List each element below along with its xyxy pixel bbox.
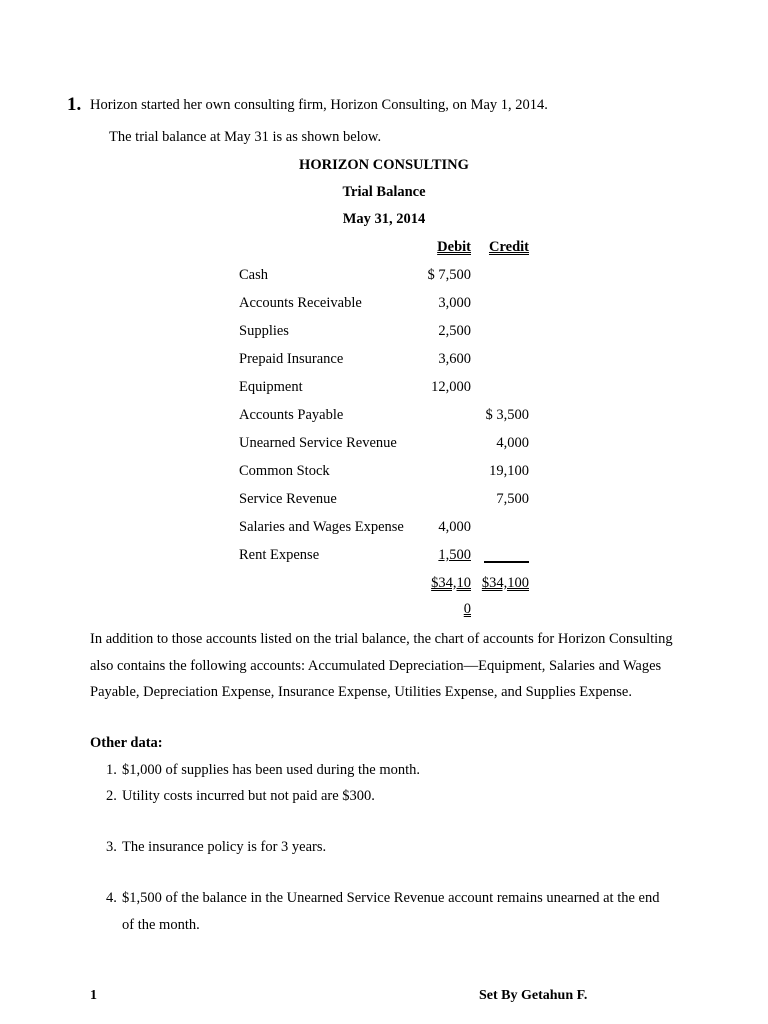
account-name: Common Stock [239,463,330,479]
credit-amount: 4,000 [496,435,529,451]
debit-amount: $ 7,500 [427,267,471,283]
item-text: Utility costs incurred but not paid are $300. [122,788,375,804]
intro-text: The trial balance at May 31 is as shown below. [109,129,382,145]
footer-author: Set By Getahun F. [479,988,588,1003]
debit-total: $34,10 [431,575,471,591]
other-data-item [106,757,666,784]
debit-amount: 3,600 [438,351,471,367]
account-name: Accounts Payable [239,407,344,423]
account-name: Service Revenue [239,491,337,507]
item-text: $1,000 of supplies has been used during the month. [122,762,421,778]
account-name: Unearned Service Revenue [239,435,397,451]
chart-of-accounts-paragraph: In addition to those accounts listed on the trial balance, the chart of accounts for Horizon Consulting also contains the following accounts: Accumulated Depreciation—Equipment, Salaries and Wages Payable, Depreciation Expense, Insurance Expense, Utilities Expense, and Supplies Expense. [90,631,673,700]
credit-amount: 19,100 [489,463,529,479]
debit-amount: 2,500 [438,323,471,339]
account-name: Cash [239,267,268,283]
item-number: 3. [106,839,117,855]
item-number: 2. [106,788,117,804]
page-number: 1 [90,988,97,1003]
account-name: Supplies [239,323,289,339]
debit-column-header: Debit [437,239,471,255]
company-name: HORIZON CONSULTING [299,157,469,173]
other-data-item [106,783,666,810]
account-name: Accounts Receivable [239,295,362,311]
credit-column-header: Credit [488,239,529,255]
account-name: Salaries and Wages Expense [239,519,404,535]
item-number: 4. [106,890,117,906]
other-data-title: Other data: [90,735,163,751]
debit-amount: 4,000 [438,519,471,535]
item-text: $1,500 of the balance in the Unearned Service Revenue account remains unearned at the end of the month. [122,890,660,933]
question-number: 1. [67,94,82,115]
credit-amount: $ 3,500 [485,407,529,423]
account-name: Rent Expense [239,547,320,563]
credit-amount: 7,500 [496,491,529,507]
debit-amount: 1,500 [438,547,471,563]
credit-underline [484,561,529,563]
item-number: 1. [106,762,117,778]
debit-amount: 3,000 [438,295,471,311]
account-name: Prepaid Insurance [239,351,344,367]
debit-amount: 12,000 [431,379,471,395]
item-text: The insurance policy is for 3 years. [122,839,327,855]
debit-total-wrap: 0 [463,601,471,617]
statement-date: May 31, 2014 [342,211,426,227]
other-data-item [106,885,666,939]
question-text: Horizon started her own consulting firm, Horizon Consulting, on May 1, 2014. [90,97,548,113]
credit-total: $34,100 [481,575,529,591]
statement-title: Trial Balance [342,184,426,200]
account-name: Equipment [239,379,303,395]
other-data-item [106,834,666,861]
